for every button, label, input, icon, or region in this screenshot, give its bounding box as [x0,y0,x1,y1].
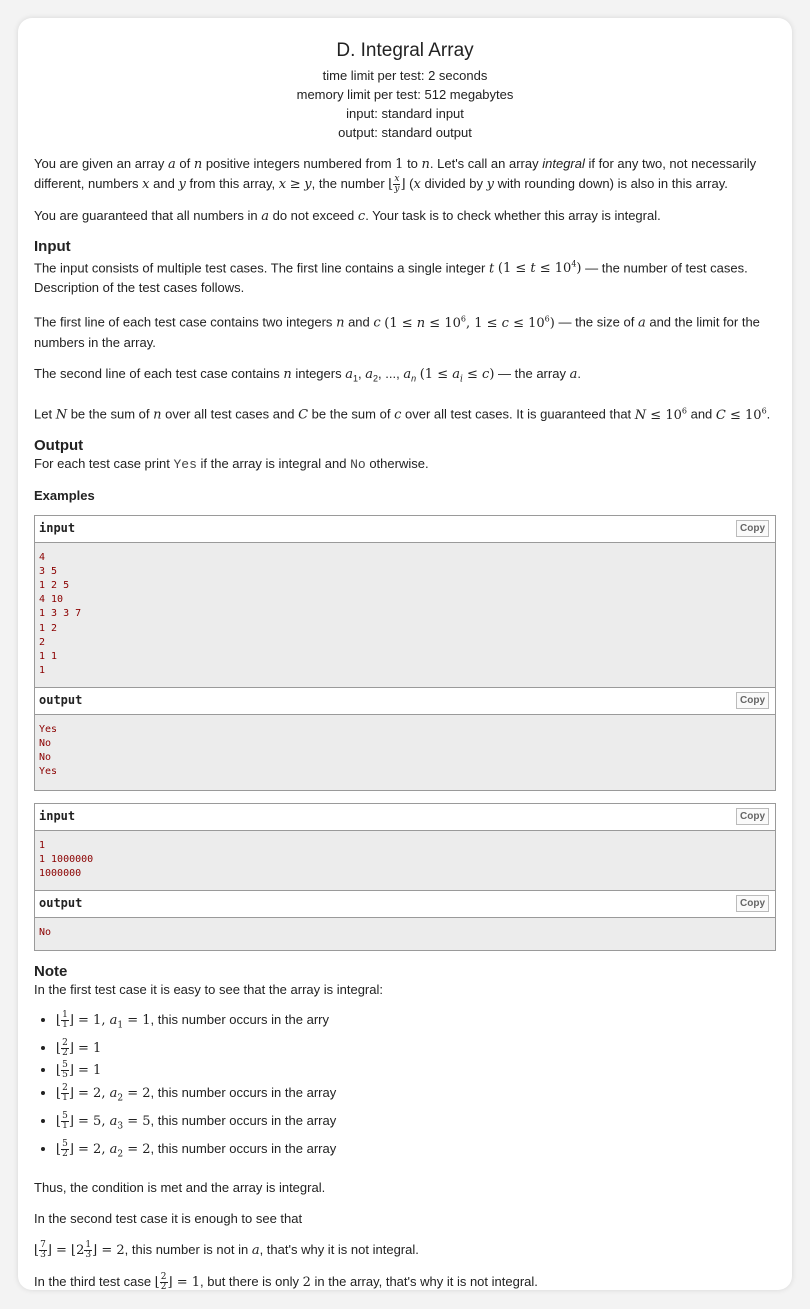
note-thus: Thus, the condition is met and the array is integral. [34,1179,326,1195]
input-file: input: standard input [346,106,464,121]
statement-paragraph-1: You are given an array a of n positive integers numbered from 1 to n. Let's call an array integral if for any two, not necessarily different, numbers x and y from this array, x ≥ y, the number ⌊ $\frac{x}{y}$ ⌋ (x divided by y with rounding down) is also in this array. [34,156,757,194]
list-item: • ⌊ $\frac{2}{1}$ ⌋ = 2, $a_2 = 2$, this number occurs in the array [56,1082,776,1110]
example-1-output: Yes No No Yes [35,715,775,790]
input-heading: Input [34,238,71,255]
copy-button[interactable]: Copy [736,808,769,825]
list-item: • ⌊ $\frac{5}{2}$ ⌋ = 2, $a_2 = 2$, this number occurs in the array [56,1138,776,1166]
note-second: In the second test case it is enough to see that [34,1210,303,1226]
example-1-input: 4 3 5 1 2 5 4 10 1 3 3 7 1 2 2 1 1 1 [35,543,775,688]
problem-content [34,18,776,1292]
example-1 [34,515,776,791]
list-item: • ⌊ $\frac{1}{1}$ ⌋ = 1, $a_1 = 1$, this number occurs in the arry [56,1009,776,1037]
note-heading: Note [34,962,68,980]
input-paragraph-1: The input consists of multiple test cases. The first line contains a single integer t $(1 \le t \le 10^4)$ — the number of test cases. Description of the test cases follows. [34,260,748,296]
output-heading: Output [34,436,84,454]
problem-header [34,40,776,142]
list-item: • ⌊ $\frac{5}{1}$ ⌋ = 5, $a_3 = 5$, this number occurs in the array [56,1110,776,1138]
copy-button[interactable]: Copy [736,520,769,537]
list-item: • ⌊ $\frac{2}{2}$ ⌋ = 1 [56,1037,776,1060]
input-paragraph-2: The first line of each test case contains two integers n and c ($1 \le n \le 10^6$, $1 \le c \le 10^6$) — the size of a and the limit for the numbers in the array. [34,314,760,350]
note-third: In the third test case ⌊ $\frac{2}{2}$ ⌋ = 1, but there is only 2 in the array, that's why it is not integral. [34,1271,538,1292]
problem-title: D. Integral Array [336,40,474,61]
example-2-input: 1 1 1000000 1000000 [35,831,775,891]
statement-paragraph-2: You are guaranteed that all numbers in a do not exceed c. Your task is to check whether this array is integral. [34,208,661,224]
example-1-input-header: input Copy [35,516,775,543]
problem-card [18,18,792,1290]
example-2-input-header: input Copy [35,804,775,831]
list-item: • ⌊ $\frac{5}{5}$ ⌋ = 1 [56,1059,776,1082]
note-intro: In the first test case it is easy to see that the array is integral: [34,981,383,997]
copy-button[interactable]: Copy [736,895,769,912]
note-second-formula: ⌊ $\frac{7}{3}$ ⌋ = ⌊2 $\frac{1}{3}$ ⌋ = 2, this number is not in a, that's why it is not integral. [34,1239,419,1260]
examples-heading: Examples [34,487,95,503]
example-2 [34,803,776,951]
time-limit: time limit per test: 2 seconds [322,68,488,83]
copy-button[interactable]: Copy [736,692,769,709]
input-paragraph-4: Let N be the sum of n over all test cases and C be the sum of c over all test cases. It is guaranteed that $N \le 10^6$ and $C \le 10^6$. [34,406,771,423]
example-2-output-header: output Copy [35,891,775,918]
output-paragraph: For each test case print Yes if the array is integral and No otherwise. [34,455,429,472]
memory-limit: memory limit per test: 512 megabytes [296,87,514,102]
example-1-output-header: output Copy [35,688,775,715]
output-file: output: standard output [338,125,472,140]
note-list [34,1009,776,1166]
example-2-output: No [35,918,775,950]
input-paragraph-3: The second line of each test case contains n integers $a_1$, $a_2$, ..., $a_n$ $(1 \le a_i \le c)$ — the array a. [34,365,581,385]
